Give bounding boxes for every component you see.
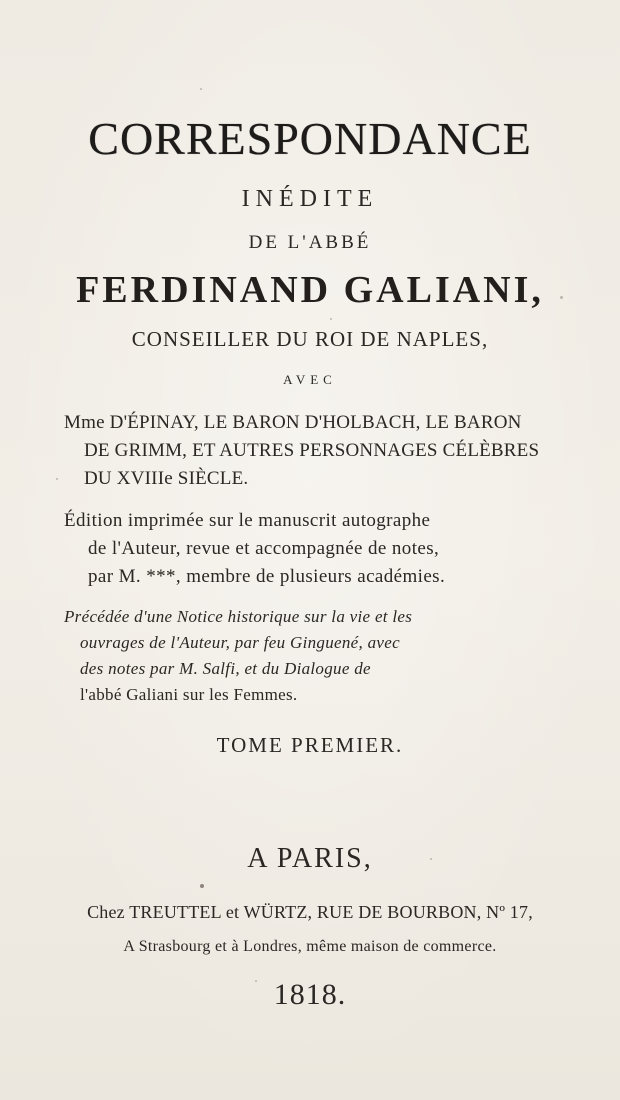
volume-label: TOME PREMIER. xyxy=(216,733,404,757)
subtitle-de-l-abbe: DE L'ABBÉ xyxy=(248,232,372,253)
edition-line-2: de l'Auteur, revue et accompagnée de notes, xyxy=(88,538,440,559)
paper-speck xyxy=(255,980,257,982)
paper-speck xyxy=(200,884,204,888)
paper-speck xyxy=(56,478,58,480)
notice-line-1: Précédée d'une Notice historique sur la vie et les xyxy=(64,607,413,626)
avec-label: AVEC xyxy=(283,372,337,387)
imprint-publisher: Chez TREUTTEL et WÜRTZ, RUE DE BOURBON, Nº 17, xyxy=(87,902,533,922)
imprint-year: 1818. xyxy=(273,978,347,1011)
paper-speck xyxy=(560,296,563,299)
author-name: FERDINAND GALIANI, xyxy=(76,269,544,311)
subtitle-inedite: INÉDITE xyxy=(241,186,379,212)
imprint-branch: A Strasbourg et à Londres, même maison de commerce. xyxy=(123,938,497,955)
paper-speck xyxy=(330,318,332,320)
paper-speck xyxy=(430,858,432,860)
notice-line-4: l'abbé Galiani sur les Femmes. xyxy=(80,685,298,704)
author-role: CONSEILLER DU ROI DE NAPLES, xyxy=(131,327,489,351)
notice-line-3: des notes par M. Salfi, et du Dialogue de xyxy=(80,659,371,678)
correspondents-line-3: DU XVIIIe SIÈCLE. xyxy=(84,468,249,489)
imprint-city: A PARIS, xyxy=(247,843,373,874)
correspondents-line-1: Mme D'ÉPINAY, LE BARON D'HOLBACH, LE BARON xyxy=(64,412,522,433)
book-title: CORRESPONDANCE xyxy=(88,113,532,164)
correspondents-line-2: DE GRIMM, ET AUTRES PERSONNAGES CÉLÈBRES xyxy=(84,440,540,461)
edition-line-1: Édition imprimée sur le manuscrit autographe xyxy=(64,510,431,531)
edition-line-3: par M. ***, membre de plusieurs académies. xyxy=(88,566,446,587)
paper-speck xyxy=(200,88,202,90)
notice-line-2: ouvrages de l'Auteur, par feu Ginguené, avec xyxy=(80,633,400,652)
